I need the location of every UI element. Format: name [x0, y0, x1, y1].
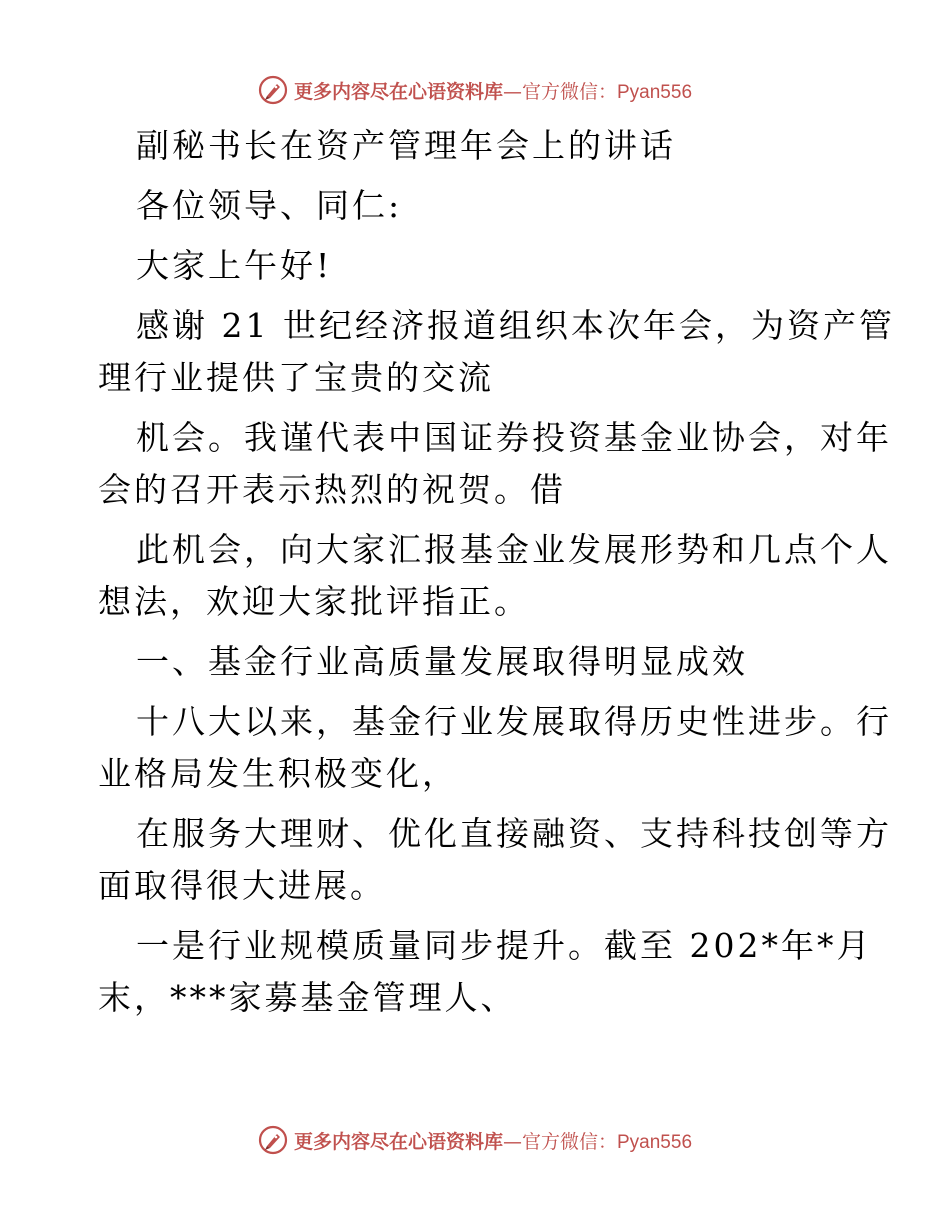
paragraph-5-line-1: 在服务大理财、优化直接融资、支持科技创等方 — [136, 814, 892, 853]
watermark-wechat-id: Pyan556 — [617, 81, 693, 103]
pen-nib-logo-icon — [258, 1125, 288, 1155]
paragraph-4-line-1: 十八大以来，基金行业发展取得历史性进步。行 — [136, 702, 892, 741]
paragraph-1-line-2: 理行业提供了宝贵的交流 — [98, 358, 494, 397]
paragraph-4-line-2: 业格局发生积极变化， — [98, 754, 458, 793]
paragraph-2-line-2: 会的召开表示热烈的祝贺。借 — [98, 470, 566, 509]
watermark-wechat-id: Pyan556 — [617, 1131, 693, 1153]
paragraph-3-line-2: 想法，欢迎大家批评指正。 — [98, 582, 530, 621]
paragraph-2-line-1: 机会。我谨代表中国证券投资基金业协会，对年 — [136, 418, 892, 457]
pen-nib-logo-icon — [258, 75, 288, 105]
paragraph-6-line-1: 一是行业规模质量同步提升。截至 202*年*月 — [136, 926, 873, 965]
paragraph-3-line-1: 此机会，向大家汇报基金业发展形势和几点个人 — [136, 530, 892, 569]
section-heading-1: 一、基金行业高质量发展取得明显成效 — [136, 642, 748, 681]
document-body — [98, 120, 895, 1024]
watermark-text — [294, 1127, 692, 1154]
paragraph-6-line-2: 末，***家募基金管理人、 — [98, 978, 517, 1017]
document-title: 副秘书长在资产管理年会上的讲话 — [136, 126, 676, 165]
watermark-label: 官方微信： — [521, 1130, 617, 1153]
footer-watermark — [0, 1120, 950, 1160]
header-watermark — [0, 70, 950, 110]
watermark-label: 官方微信： — [521, 80, 617, 103]
watermark-main: 更多内容尽在心语资料库 — [293, 1130, 503, 1153]
salutation: 各位领导、同仁: — [136, 186, 403, 225]
greeting: 大家上午好! — [136, 246, 333, 285]
watermark-text — [294, 77, 692, 104]
watermark-separator: — — [502, 80, 522, 103]
watermark-separator: — — [502, 1130, 522, 1153]
paragraph-1-line-1: 感谢 21 世纪经济报道组织本次年会，为资产管 — [136, 306, 895, 345]
watermark-main: 更多内容尽在心语资料库 — [293, 80, 503, 103]
paragraph-5-line-2: 面取得很大进展。 — [98, 866, 386, 905]
